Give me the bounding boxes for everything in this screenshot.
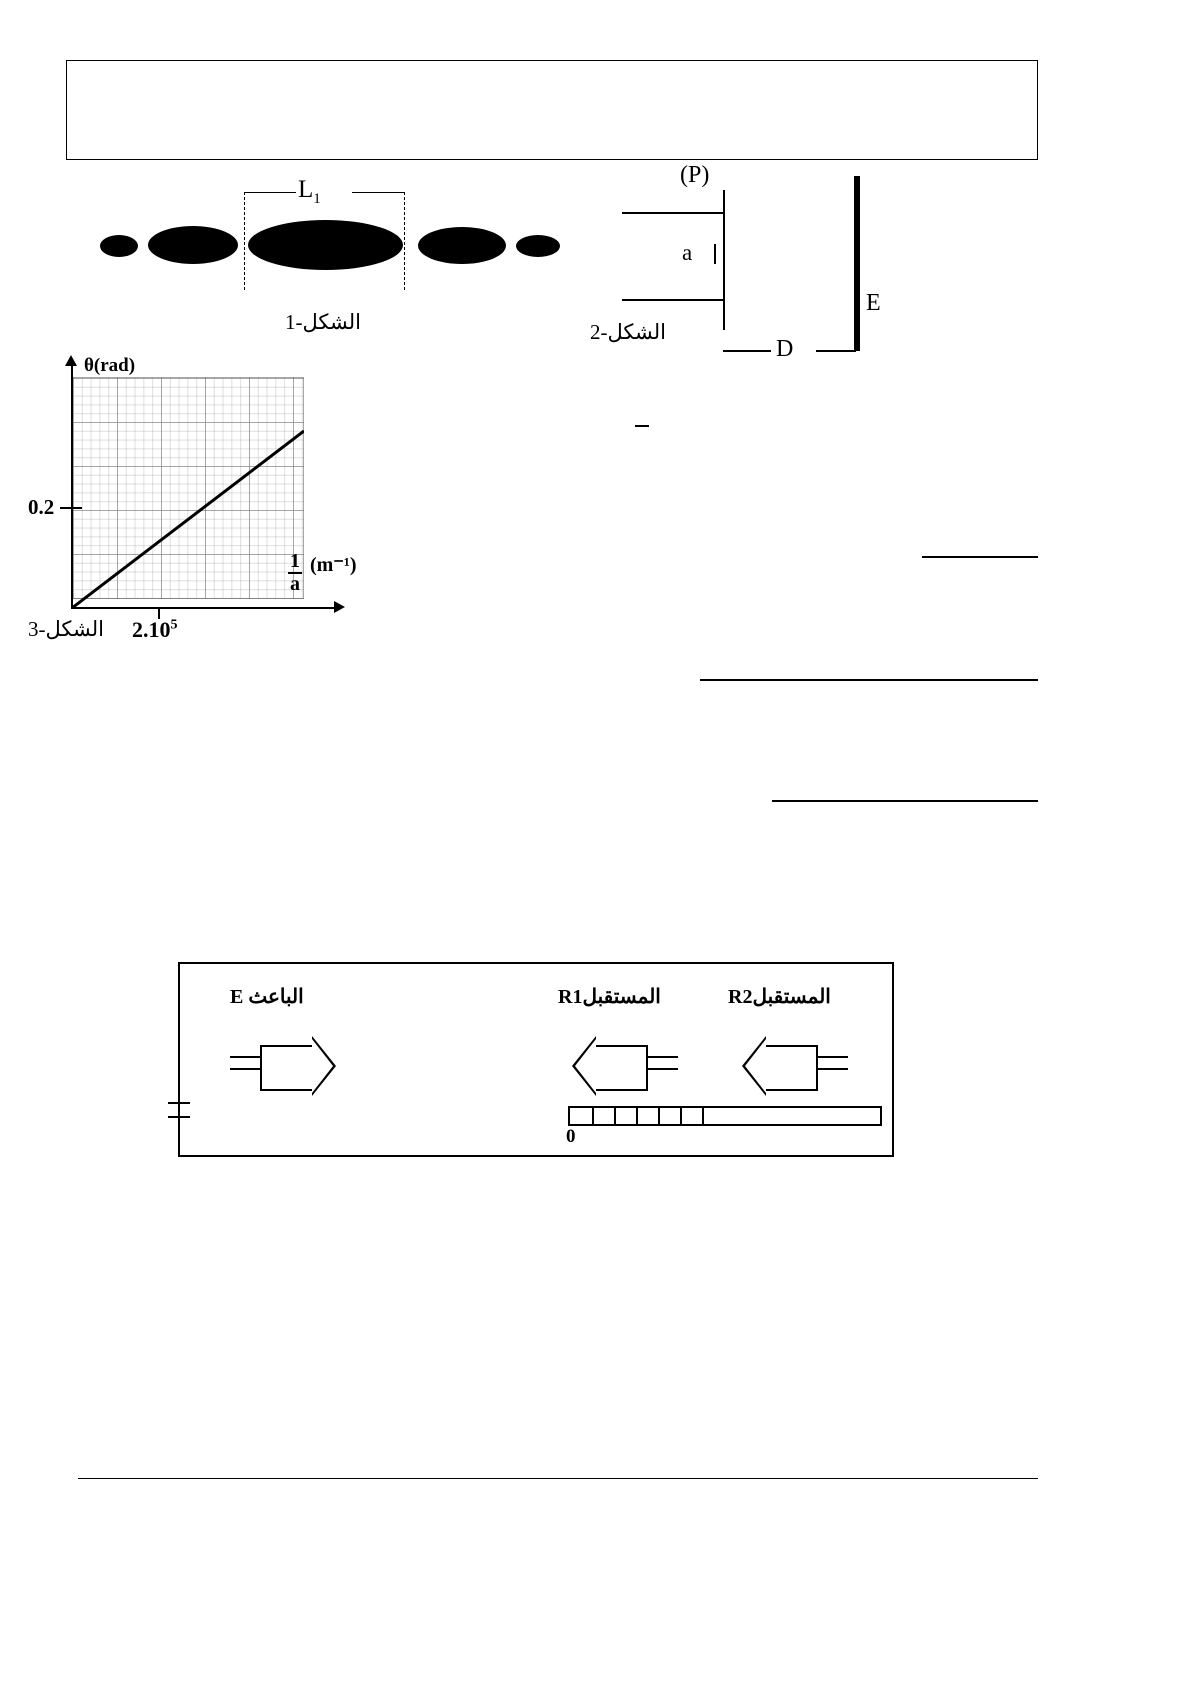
receiver-2-body bbox=[762, 1045, 818, 1091]
graph-x-axis-denominator: a bbox=[290, 573, 300, 595]
dashed-guide-left bbox=[244, 192, 245, 290]
page-footer-rule bbox=[78, 1478, 1038, 1479]
plate-vertical-line bbox=[723, 190, 725, 330]
graph-x-axis-unit: (m⁻¹) bbox=[310, 554, 357, 576]
receiver-2-label: المستقبلR2 bbox=[728, 986, 831, 1008]
receiver-1-label: المستقبلR1 bbox=[558, 986, 661, 1008]
graph-y-axis-arrow bbox=[65, 355, 77, 366]
distance-label: D bbox=[776, 336, 794, 362]
l1-measure-bar-left bbox=[244, 192, 296, 193]
figure-4-ultrasound-bench bbox=[178, 962, 894, 1157]
graph-x-axis-label bbox=[288, 550, 357, 595]
diffraction-spot-far-right bbox=[516, 235, 560, 257]
measuring-ruler bbox=[568, 1106, 882, 1126]
ruler-tick bbox=[614, 1108, 616, 1126]
ruler-tick bbox=[636, 1108, 638, 1126]
receiver-2-lead-top bbox=[818, 1056, 848, 1058]
figure-2-caption: الشكل-2 bbox=[590, 320, 666, 344]
graph-line-series bbox=[72, 377, 304, 608]
l1-letter: L bbox=[298, 176, 314, 203]
answer-rule-1 bbox=[922, 556, 1038, 558]
slit-upper-edge bbox=[622, 212, 723, 214]
graph-y-axis-label: θ(rad) bbox=[84, 355, 136, 376]
receiver-1-body bbox=[592, 1045, 648, 1091]
slit-lower-edge bbox=[622, 299, 723, 301]
ruler-tick bbox=[702, 1108, 704, 1126]
emitter-lead-bottom bbox=[230, 1068, 260, 1070]
screen-label: E bbox=[866, 290, 881, 316]
answer-rule-2 bbox=[700, 679, 1038, 681]
diffraction-spot-left bbox=[148, 226, 238, 264]
figure-3-caption: الشكل-3 bbox=[28, 617, 104, 641]
receiver-2-device bbox=[738, 1036, 848, 1096]
figure-1-caption: الشكل-1 bbox=[285, 310, 361, 334]
receiver-1-lead-top bbox=[648, 1056, 678, 1058]
emitter-lead-top bbox=[230, 1056, 260, 1058]
stray-dash-mark bbox=[635, 425, 649, 427]
top-empty-box bbox=[66, 60, 1038, 160]
ruler-tick bbox=[658, 1108, 660, 1126]
receiver-2-horn-inner bbox=[745, 1039, 766, 1093]
ruler-tick bbox=[592, 1108, 594, 1126]
graph-x-tick-mantissa: 2.10 bbox=[132, 617, 171, 642]
ruler-tick bbox=[680, 1108, 682, 1126]
l1-subscript: 1 bbox=[313, 191, 321, 207]
screen-line bbox=[854, 176, 860, 351]
l1-label bbox=[298, 176, 321, 208]
l1-measure-bar-right bbox=[352, 192, 405, 193]
emitter-horn-inner bbox=[312, 1039, 333, 1093]
emitter-label: الباعث E bbox=[230, 986, 304, 1008]
graph-y-tick-label: 0.2 bbox=[28, 495, 55, 519]
dashed-guide-right bbox=[404, 192, 405, 290]
slit-width-tick bbox=[714, 244, 716, 264]
distance-line-left bbox=[723, 350, 771, 352]
receiver-1-device bbox=[568, 1036, 678, 1096]
bench-clamp-vertical bbox=[178, 1094, 180, 1126]
emitter-device bbox=[230, 1036, 340, 1096]
receiver-1-horn-inner bbox=[575, 1039, 596, 1093]
plate-label: (P) bbox=[680, 162, 710, 188]
graph-y-tick bbox=[60, 507, 82, 509]
figure-1 bbox=[80, 170, 570, 345]
answer-rule-3 bbox=[772, 800, 1038, 802]
distance-line-right bbox=[816, 350, 856, 352]
graph-x-axis-arrow bbox=[334, 601, 345, 613]
emitter-body bbox=[260, 1045, 316, 1091]
slit-width-label: a bbox=[682, 240, 693, 265]
graph-x-axis-numerator: 1 bbox=[290, 550, 300, 572]
figure-3-graph bbox=[28, 355, 390, 655]
ruler-zero-label: 0 bbox=[566, 1126, 576, 1147]
receiver-2-lead-bottom bbox=[818, 1068, 848, 1070]
diffraction-spot-far-left bbox=[100, 235, 138, 257]
diffraction-spot-central bbox=[248, 220, 403, 270]
figure-2 bbox=[590, 162, 920, 362]
graph-x-tick-label bbox=[132, 617, 178, 643]
diffraction-spot-right bbox=[418, 227, 506, 264]
graph-x-tick-exponent: 5 bbox=[170, 617, 178, 633]
receiver-1-lead-bottom bbox=[648, 1068, 678, 1070]
